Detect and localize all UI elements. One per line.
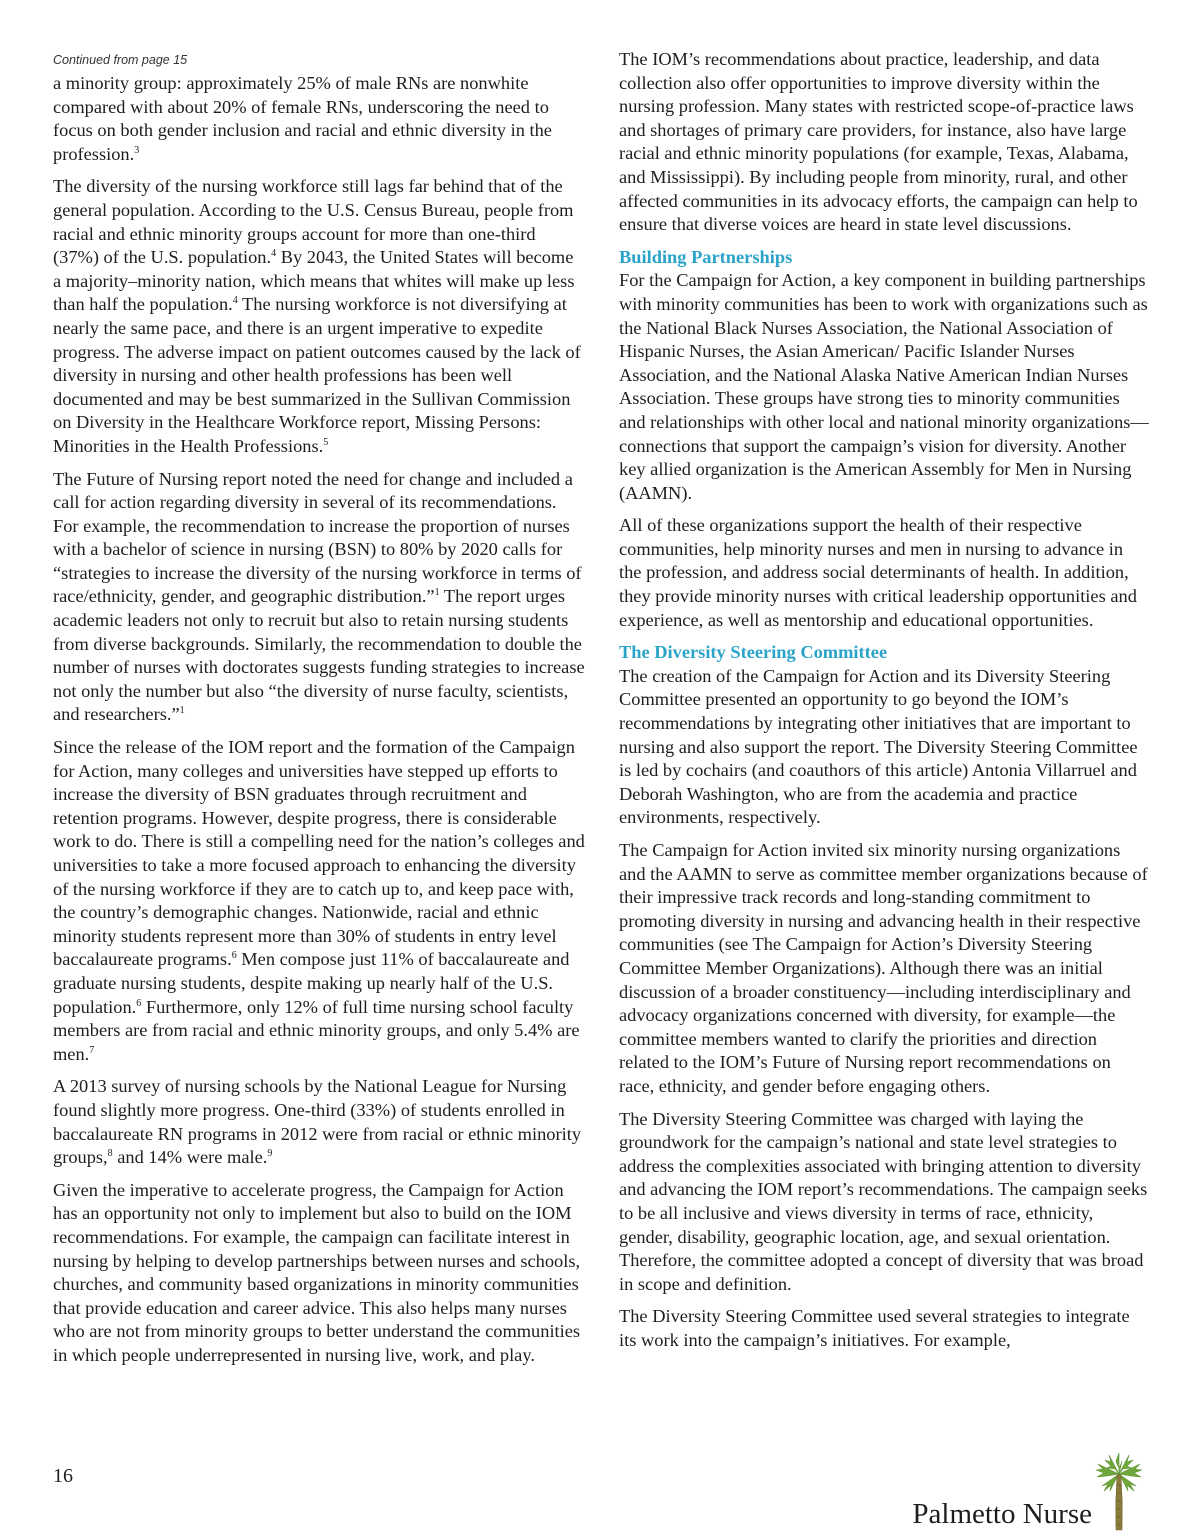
footnote-ref: 6 [231, 950, 237, 962]
footnote-ref: 6 [136, 997, 142, 1009]
paragraph-text: Furthermore, only 12% of full time nursing school faculty members are from racial and ethnic minority groups, and only 5.4% are men. [53, 996, 580, 1064]
footnote-ref: 7 [89, 1044, 95, 1056]
footnote-ref: 5 [323, 436, 329, 448]
paragraph [53, 175, 585, 458]
paragraph [53, 468, 585, 728]
paragraph-text: a minority group: approximately 25% of male RNs are nonwhite compared with about 20% of female RNs, underscoring the need to focus on both gender inclusion and racial and ethnic diversity in the profession. [53, 73, 552, 164]
paragraph-text: The Future of Nursing report noted the need for change and included a call for action regarding diversity in several of its recommendations. For example, the recommendation to increase the proportion of nurses with a bachelor of science in nursing (BSN) to 80% by 2020 calls for “strategies to increase the diversity of the nursing workforce in terms of race/ethnicity, gender, and geographic distribution.” [53, 468, 582, 607]
paragraph-text: The nursing workforce is not diversifying at nearly the same pace, and there is an urgent imperative to expedite progress. The adverse impact on patient outcomes caused by the lack of diversity in nursing and other health professions has been well documented and may be best summarized in the Sullivan Commission on Diversity in the Healthcare Workforce report, Missing Persons: Minorities in the Health Professions. [53, 294, 581, 456]
paragraph: The IOM’s recommendations about practice, leadership, and data collection also offer opportunities to improve diversity within the nursing profession. Many states with restricted scope-of-practice laws and shortages of primary care providers, for instance, also have large racial and ethnic minority populations (for example, Texas, Alabama, and Mississippi). By including people from minority, rural, and other affected communities in its advocacy efforts, the campaign can help to ensure that diverse voices are heard in state level discussions. [619, 49, 1138, 235]
footnote-ref: 3 [134, 144, 140, 156]
footnote-ref: 8 [107, 1148, 113, 1159]
paragraph: The Campaign for Action invited six minority nursing organizations and the AAMN to serve as committee member organizations because of their impressive track records and long-standing commitment to promoting diversity in nursing and advancing health in their respective communities (see The Campaign for Action’s Diversity Steering Committee Member Organizations). Although there was an initial discussion of a broader constituency—including interdisciplinary and advocacy organizations concerned with diversity, for example—the committee members wanted to clarify the priorities and direction related to the IOM’s Future of Nursing report recommendations on race, ethnicity, and gender before engaging others. [619, 840, 1148, 1096]
paragraph-text: Given the imperative to accelerate progress, the Campaign for Action has an opportunity not only to implement but also to build on the IOM recommendations. For example, the campaign can facilitate interest in nursing by helping to develop partnerships between nurses and schools, churches, and community based organizations in minority communities that provide education and career advice. This also helps many nurses who are not from minority groups to better understand the communities in which people underrepresented in nursing live, work, and play. [53, 1179, 581, 1365]
paragraph-text: Men compose just 11% of baccalaureate and graduate nursing students, despite making up nearly half of the U.S. population. [53, 949, 570, 1017]
publication-footer [912, 1452, 1144, 1532]
page-number: 16 [53, 1465, 73, 1487]
paragraph: The Diversity Steering Committee used several strategies to integrate its work into the campaign’s initiatives. For example, [619, 1306, 1130, 1350]
right-column [619, 48, 1149, 1361]
paragraph [53, 72, 585, 166]
footnote-ref: 4 [271, 248, 277, 260]
continued-note: Continued from page 15 [53, 53, 188, 67]
section-heading-building-partnerships: Building Partnerships [619, 246, 793, 267]
paragraph [53, 1075, 585, 1169]
paragraph-text: A 2013 survey of nursing schools by the National League for Nursing found slightly more progress. One-third (33%) of students enrolled in baccalaureate RN programs in 2012 were from racial or ethnic minority groups, [53, 1076, 582, 1168]
paragraph-text: The report urges academic leaders not only to recruit but also to retain nursing students from diverse backgrounds. Similarly, the recommendation to double the number of nurses with doctorates suggests funding strategies to increase not only the number but also “the diversity of nurse faculty, scientists, and researchers.” [53, 586, 585, 725]
section-heading-diversity-steering-committee: The Diversity Steering Committee [619, 642, 888, 663]
left-column [53, 48, 585, 1376]
paragraph-text: By 2043, the United States will become a majority–minority nation, which means that whites will make up less than half the population. [53, 247, 575, 315]
paragraph [53, 1179, 585, 1368]
paragraph: All of these organizations support the health of their respective communities, help minority nurses and men in nursing to advance in the profession, and address social determinants of health. In addition, they provide minority nurses with critical leadership opportunities and experience, as well as mentorship and educational opportunities. [619, 515, 1137, 630]
paragraph-text: Since the release of the IOM report and the formation of the Campaign for Action, many colleges and universities have stepped up efforts to increase the diversity of BSN graduates through recruitment and retention programs. However, despite progress, there is considerable work to do. There is still a compelling need for the nation’s colleges and universities to take a more focused approach to enhancing the diversity of the nursing workforce if they are to catch up to, and keep pace with, the country’s demographic changes. Nationwide, racial and ethnic minority students represent more than 30% of students in entry level baccalaureate programs. [53, 737, 585, 970]
paragraph [53, 736, 585, 1066]
footnote-ref: 1 [179, 705, 185, 717]
paragraph: The creation of the Campaign for Action and its Diversity Steering Committee presented an opportunity to go beyond the IOM’s recommendations by integrating other initiatives that are important to nursing and also support the report. The Diversity Steering Committee is led by cochairs (and coauthors of this article) Antonia Villarruel and Deborah Washington, who are from the academia and practice environments, respectively. [619, 665, 1138, 828]
footnote-ref: 9 [267, 1148, 273, 1159]
footnote-ref: 4 [232, 295, 238, 307]
publication-title: Palmetto Nurse [912, 1498, 1092, 1530]
paragraph-text: and 14% were male. [112, 1147, 268, 1168]
paragraph: The Diversity Steering Committee was charged with laying the groundwork for the campaign’s national and state level strategies to address the complexities associated with bringing attention to diversity and advancing the IOM report’s recommendations. The campaign seeks to be all inclusive and views diversity in terms of race, ethnicity, gender, disability, geographic location, age, and sexual orientation. Therefore, the committee adopted a concept of diversity that was broad in scope and definition. [619, 1108, 1148, 1294]
paragraph: For the Campaign for Action, a key component in building partnerships with minority communities has been to work with organizations such as the National Black Nurses Association, the National Association of Hispanic Nurses, the Asian American/ Pacific Islander Nurses Association, and the National Alaska Native American Indian Nurses Association. These groups have strong ties to minority communities and relationships with other local and national minority organizations—connections that support the campaign’s vision for diversity. Another key allied organization is the American Assembly for Men in Nursing (AAMN). [619, 270, 1149, 503]
palmetto-tree-icon [1094, 1452, 1144, 1532]
footnote-ref: 1 [434, 587, 440, 599]
paragraph-text: The diversity of the nursing workforce still lags far behind that of the general population. According to the U.S. Census Bureau, people from racial and ethnic minority groups account for more than one-third (37%) of the U.S. population. [53, 176, 574, 268]
